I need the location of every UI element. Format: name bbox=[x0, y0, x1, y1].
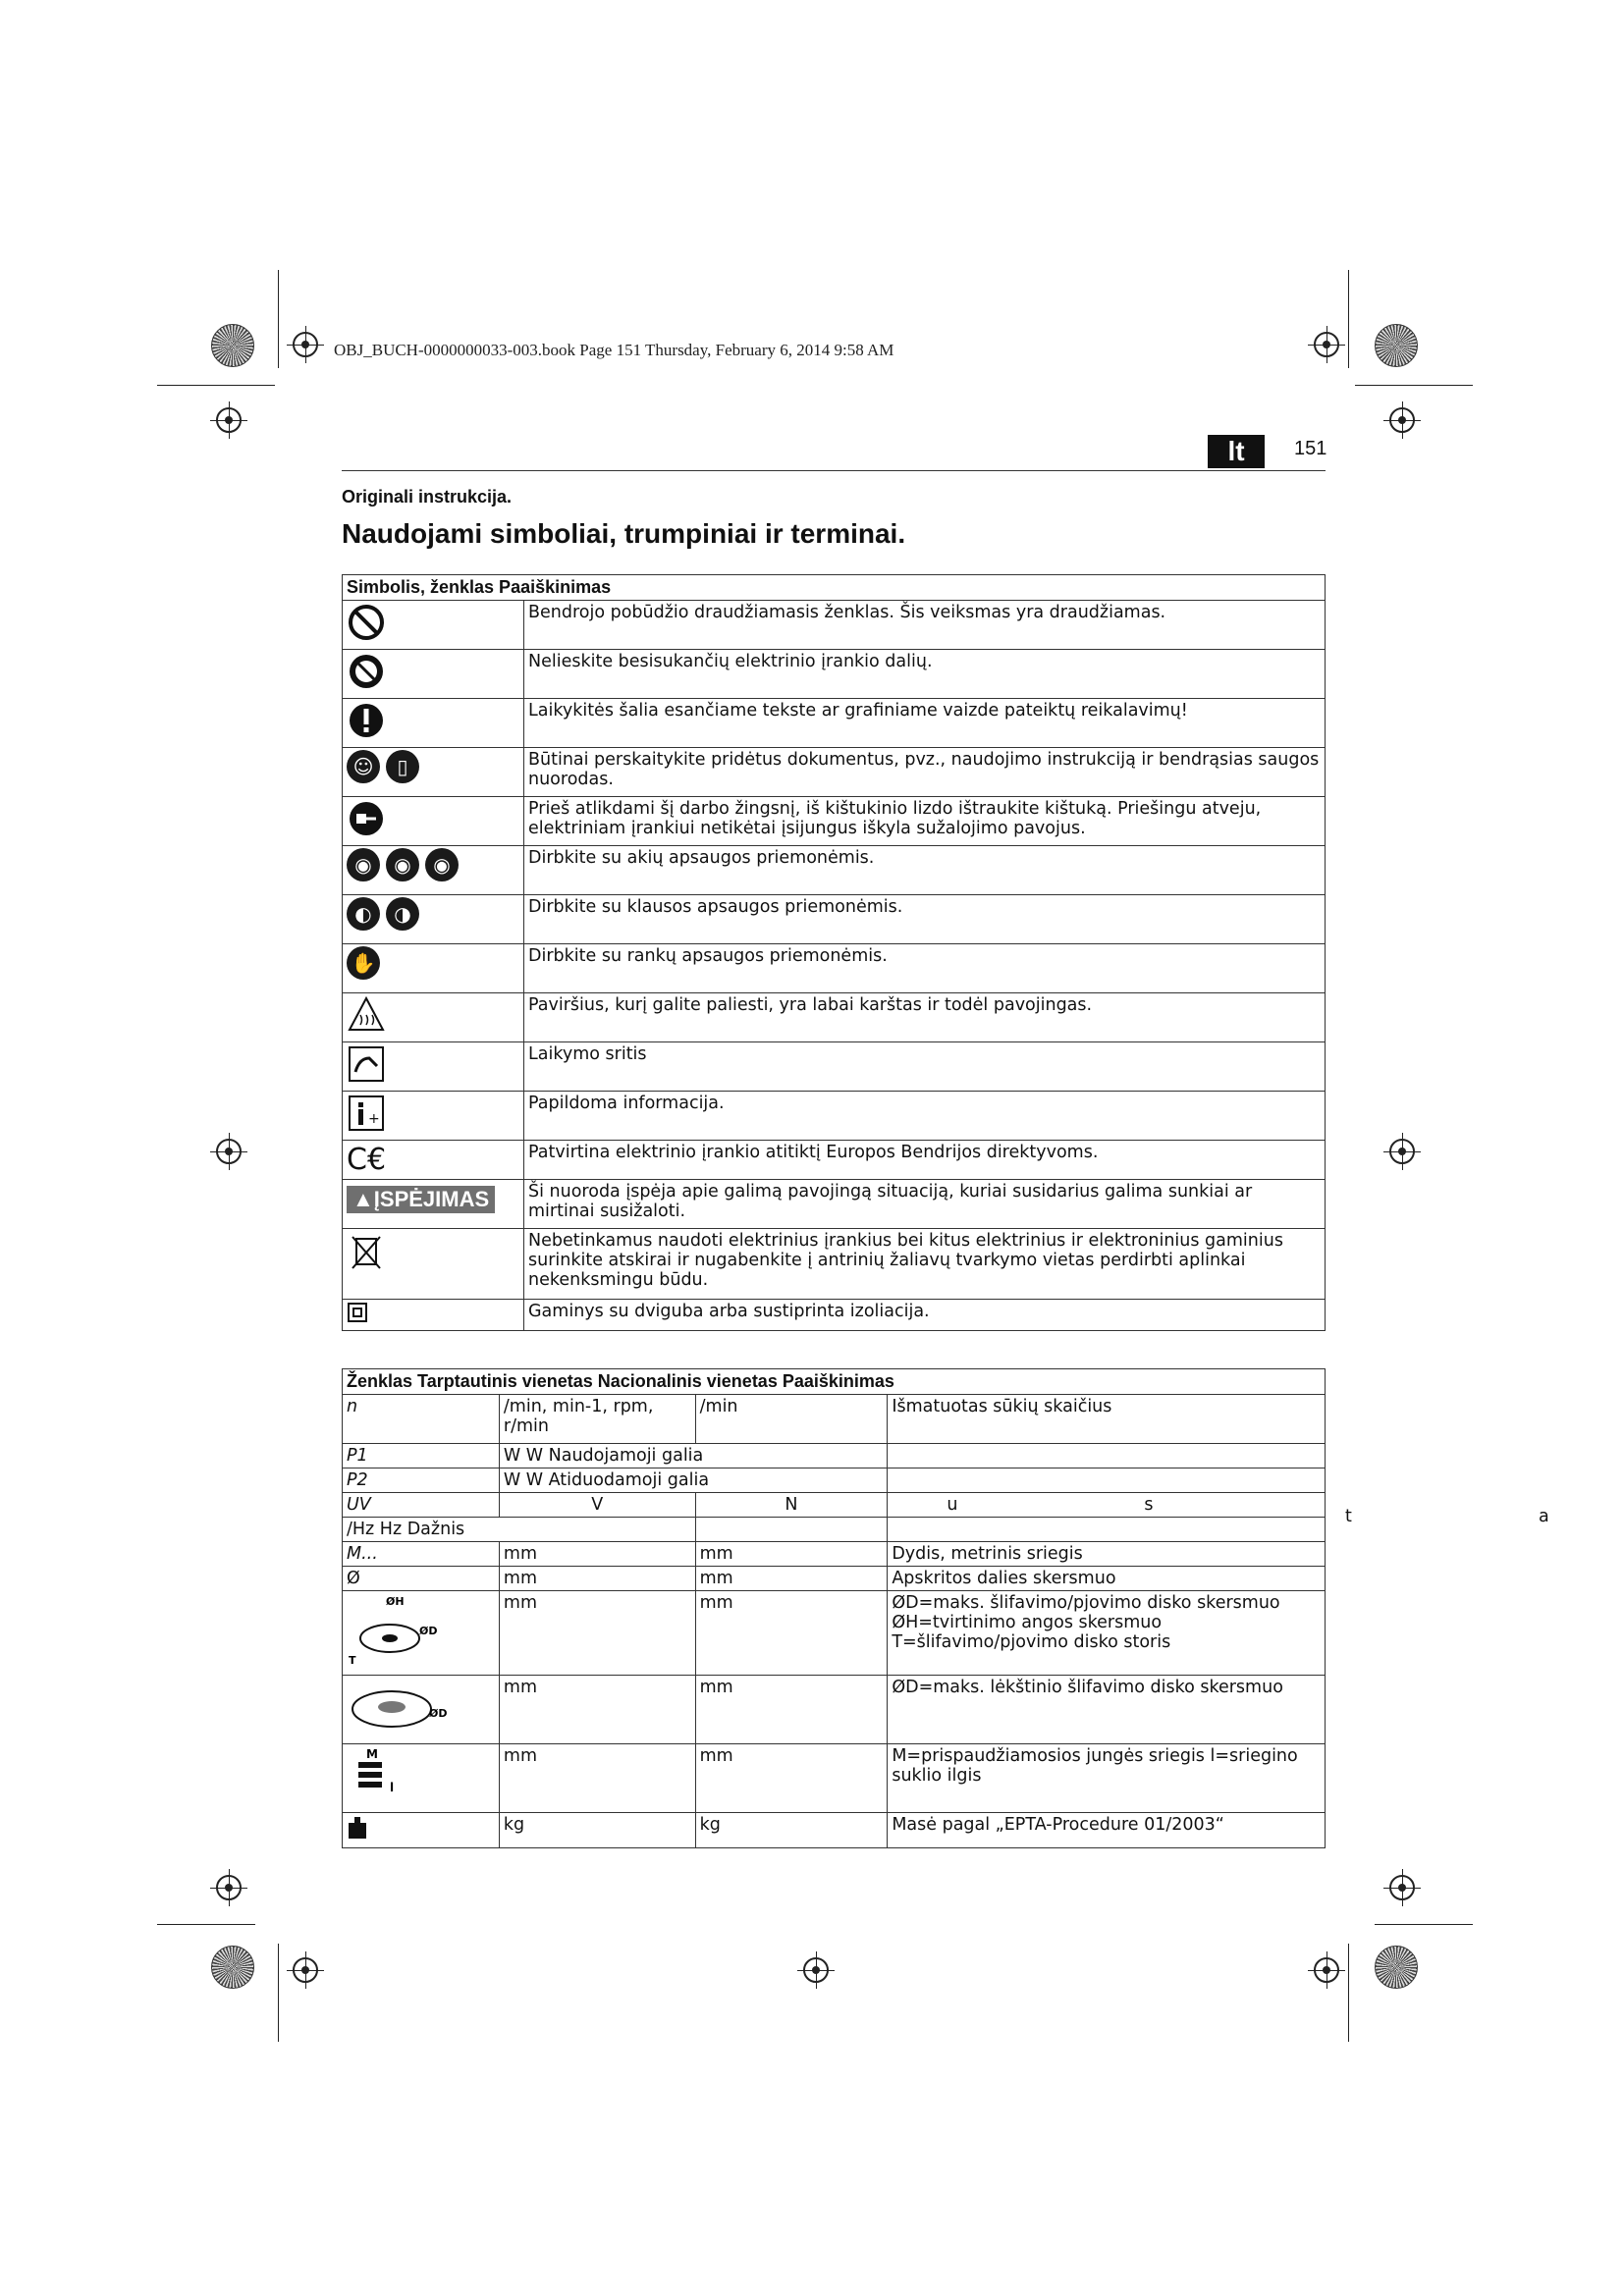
table-row: C€ Patvirtina elektrinio įrankio atitiktį Europos Bendrijos direktyvoms. bbox=[343, 1141, 1326, 1180]
symbols-table bbox=[342, 574, 1326, 1331]
table-row: Gaminys su dviguba arba sustiprinta izoliacija. bbox=[343, 1300, 1326, 1331]
svg-text:l: l bbox=[390, 1781, 395, 1794]
eye-protection-icon: ◉ bbox=[347, 848, 380, 881]
face-shield-icon: ◉ bbox=[386, 848, 419, 881]
svg-text:M: M bbox=[366, 1747, 378, 1761]
goggles-icon: ◉ bbox=[425, 848, 459, 881]
table-row: Paviršius, kurį galite paliesti, yra labai karštas ir todėl pavojingas. bbox=[343, 993, 1326, 1042]
pad-diameter-icon bbox=[347, 1678, 455, 1736]
table-row: kg kg Masė pagal „EPTA-Procedure 01/2003“ bbox=[343, 1813, 1326, 1848]
hot-surface-icon bbox=[347, 995, 386, 1033]
subtitle: Originali instrukcija. bbox=[342, 487, 513, 507]
table-row: ✋ Dirbkite su rankų apsaugos priemonėmis. bbox=[343, 944, 1326, 993]
registration-mark-icon bbox=[216, 1875, 242, 1900]
registration-rosette-icon bbox=[211, 1946, 254, 1989]
table-row: UV V N u s bbox=[343, 1493, 1326, 1518]
prohibition-icon bbox=[347, 603, 386, 642]
registration-mark-icon bbox=[803, 1957, 829, 1983]
registration-rosette-icon bbox=[1375, 324, 1418, 367]
registration-mark-icon bbox=[1314, 1957, 1339, 1983]
weight-icon bbox=[347, 1815, 368, 1841]
registration-rosette-icon bbox=[211, 324, 254, 367]
exclamation-icon bbox=[347, 701, 386, 740]
table-row: P1 W W Naudojamoji galia bbox=[343, 1444, 1326, 1468]
registration-mark-icon bbox=[1389, 407, 1415, 433]
ce-mark-icon: C€ bbox=[347, 1143, 387, 1177]
table-row: n /min, min-1, rpm, r/min /min Išmatuotas sūkių skaičius bbox=[343, 1395, 1326, 1444]
svg-text:+: + bbox=[368, 1111, 380, 1127]
table-row: Prieš atlikdami šį darbo žingsnį, iš kištukinio lizdo ištraukite kištuką. Priešingu atveju, elektriniam įrankiui netikėtai įsijungus iškyla sužalojimo pavojus. bbox=[343, 797, 1326, 846]
table-row: M l mm mm M=prispaudžiamosios jungės sriegis l=sriegino suklio ilgis bbox=[343, 1744, 1326, 1813]
double-insulation-icon bbox=[347, 1302, 368, 1323]
read-manual-icon: ▯ bbox=[386, 750, 419, 783]
registration-rosette-icon bbox=[1375, 1946, 1418, 1989]
header-rule bbox=[342, 470, 1326, 471]
svg-text:ØD: ØD bbox=[419, 1625, 438, 1637]
registration-mark-icon bbox=[216, 1139, 242, 1164]
grip-area-icon bbox=[347, 1044, 386, 1084]
table-row: ▲ĮSPĖJIMAS Ši nuoroda įspėja apie galimą pavojingą situaciją, kuriai susidarius galima sunkiai ar mirtinai susižaloti. bbox=[343, 1180, 1326, 1229]
symbols-table-header: Simbolis, ženklas Paaiškinimas bbox=[343, 575, 1326, 601]
registration-mark-icon bbox=[293, 1957, 318, 1983]
table-row: Nebetinkamus naudoti elektrinius įrankius bei kitus elektrinius ir elektroninius gaminius surinkite atskirai ir nugabenkite į antrinių žaliavų tvarkymo vietas perdirbti aplinkai nekenksmingu būdu. bbox=[343, 1229, 1326, 1300]
warning-label-icon: ▲ĮSPĖJIMAS bbox=[347, 1186, 495, 1213]
registration-mark-icon bbox=[293, 332, 318, 357]
spindle-thread-icon bbox=[347, 1746, 415, 1805]
table-row: Bendrojo pobūdžio draudžiamasis ženklas. Šis veiksmas yra draudžiamas. bbox=[343, 601, 1326, 650]
units-table-header: Ženklas Tarptautinis vienetas Nacionalinis vienetas Paaiškinimas bbox=[343, 1369, 1326, 1395]
stray-letter: t bbox=[1345, 1507, 1352, 1526]
table-row: Laikykitės šalia esančiame tekste ar grafiniame vaizde pateiktų reikalavimų! bbox=[343, 699, 1326, 748]
table-row: ◐ ◑ Dirbkite su klausos apsaugos priemonėmis. bbox=[343, 895, 1326, 944]
registration-mark-icon bbox=[1314, 332, 1339, 357]
registration-mark-icon bbox=[1389, 1139, 1415, 1164]
disc-dimensions-icon bbox=[347, 1593, 438, 1668]
language-badge: lt bbox=[1208, 435, 1265, 468]
unplug-icon bbox=[347, 799, 386, 838]
table-row: Laikymo sritis bbox=[343, 1042, 1326, 1092]
svg-text:ØH: ØH bbox=[386, 1595, 405, 1608]
info-icon bbox=[347, 1094, 386, 1133]
table-row: P2 W W Atiduodamoji galia bbox=[343, 1468, 1326, 1493]
table-row: + Papildoma informacija. bbox=[343, 1092, 1326, 1141]
crossed-bin-icon bbox=[347, 1231, 386, 1274]
print-header: OBJ_BUCH-0000000033-003.book Page 151 Thursday, February 6, 2014 9:58 AM bbox=[334, 341, 894, 359]
table-row: M... mm mm Dydis, metrinis sriegis bbox=[343, 1542, 1326, 1567]
table-row: ☺ ▯ Būtinai perskaitykite pridėtus dokumentus, pvz., naudojimo instrukciją ir bendrąsias saugos nuorodas. bbox=[343, 748, 1326, 797]
table-row: ◉ ◉ ◉ Dirbkite su akių apsaugos priemonėmis. bbox=[343, 846, 1326, 895]
table-row: Nelieskite besisukančių elektrinio įrankio dalių. bbox=[343, 650, 1326, 699]
ear-muff-icon: ◑ bbox=[386, 897, 419, 931]
table-row: ØD mm mm ØD=maks. lėkštinio šlifavimo disko skersmuo bbox=[343, 1676, 1326, 1744]
page-title: Naudojami simboliai, trumpiniai ir terminai. bbox=[342, 518, 906, 549]
units-table bbox=[342, 1368, 1326, 1848]
no-touch-icon bbox=[347, 652, 386, 691]
person-read-icon: ☺ bbox=[347, 750, 380, 783]
table-row: Ø mm mm Apskritos dalies skersmuo bbox=[343, 1567, 1326, 1591]
ear-protection-icon: ◐ bbox=[347, 897, 380, 931]
stray-letter: a bbox=[1539, 1507, 1549, 1526]
table-row: ØH ØD T mm mm ØD=maks. šlifavimo/pjovimo disko skersmuo ØH=tvirtinimo angos skersmuo T=šlifavimo/pjovimo disko storis bbox=[343, 1591, 1326, 1676]
page-number: 151 bbox=[1294, 438, 1327, 459]
hand-protection-icon: ✋ bbox=[347, 946, 380, 980]
svg-text:T: T bbox=[349, 1654, 356, 1667]
table-row: /Hz Hz Dažnis bbox=[343, 1518, 1326, 1542]
registration-mark-icon bbox=[1389, 1875, 1415, 1900]
svg-text:ØD: ØD bbox=[429, 1707, 448, 1720]
registration-mark-icon bbox=[216, 407, 242, 433]
